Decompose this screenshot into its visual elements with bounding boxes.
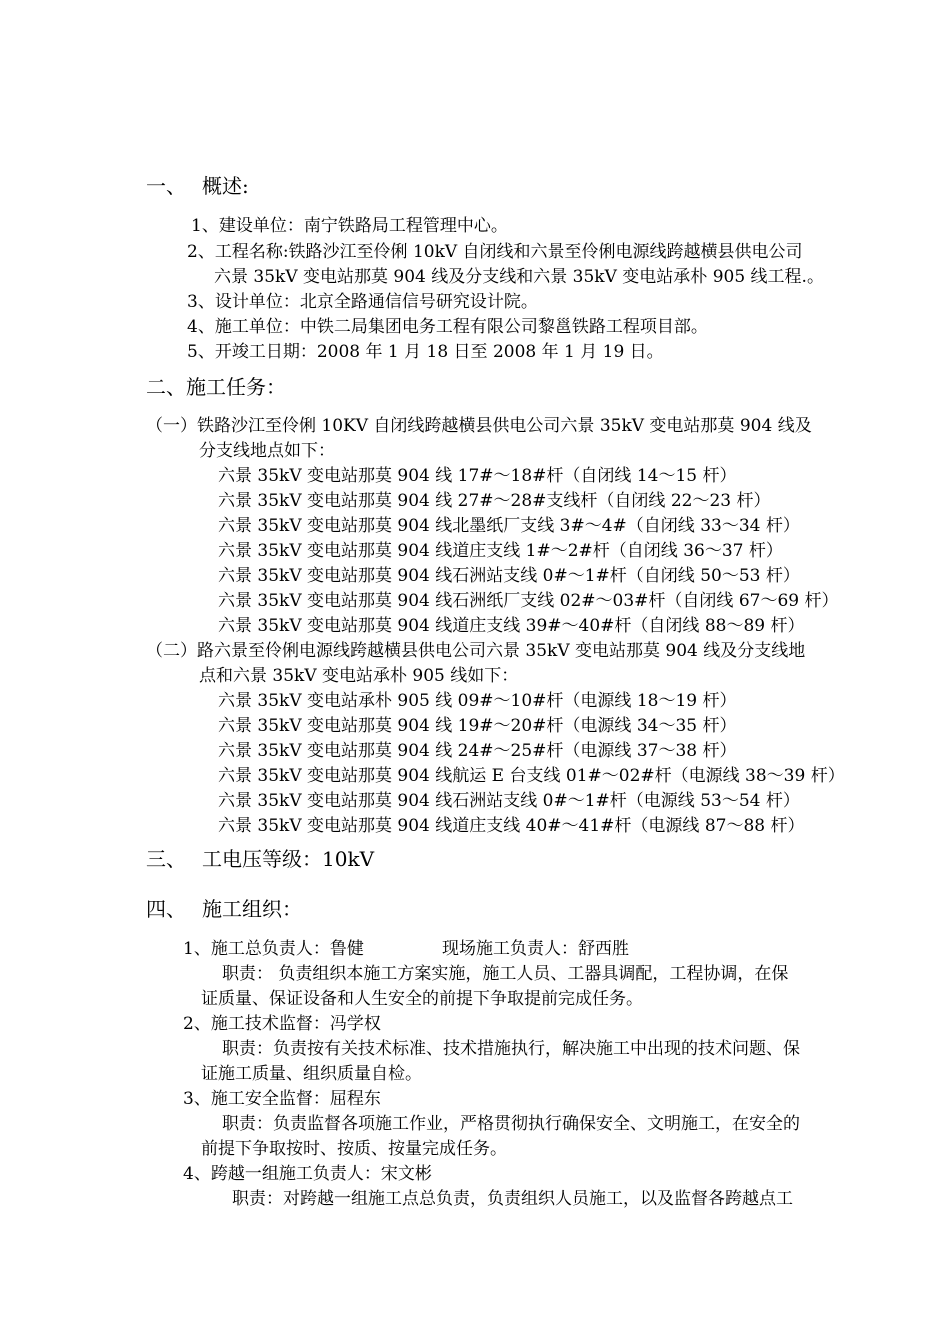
s1-item-1: 1、建设单位：南宁铁路局工程管理中心。 — [191, 216, 508, 236]
s2-g1-item-4: 六景 35kV 变电站那莫 904 线道庄支线 1#～2#杆（自闭线 36～37 杆） — [218, 541, 783, 561]
s1-item-5: 5、开竣工日期：2008 年 1 月 18 日至 2008 年 1 月 19 日。 — [187, 342, 664, 362]
s4-role-2-duty-2: 证施工质量、组织质量自检。 — [201, 1064, 422, 1084]
s2-g1-item-3: 六景 35kV 变电站那莫 904 线北墨纸厂支线 3#～4#（自闭线 33～34 杆） — [218, 516, 800, 536]
s4-role-1-head-a: 1、施工总负责人：鲁健 — [183, 939, 364, 959]
s4-role-2-head: 2、施工技术监督：冯学权 — [183, 1014, 381, 1034]
s2-g2-item-4: 六景 35kV 变电站那莫 904 线航运 E 台支线 01#～02#杆（电源线 38～39 杆） — [218, 766, 845, 786]
s2-g2-item-5: 六景 35kV 变电站那莫 904 线石洲站支线 0#～1#杆（电源线 53～54 杆） — [218, 791, 800, 811]
section-3-title: 工电压等级：10kV — [202, 847, 375, 871]
s1-item-4: 4、施工单位：中铁二局集团电务工程有限公司黎邕铁路工程项目部。 — [187, 317, 708, 337]
s4-role-1-duty-2: 证质量、保证设备和人生安全的前提下争取提前完成任务。 — [201, 989, 643, 1009]
s2-g1-item-2: 六景 35kV 变电站那莫 904 线 27#～28#支线杆（自闭线 22～23 杆） — [218, 491, 771, 511]
s4-role-1-head-b: 现场施工负责人：舒西胜 — [442, 939, 629, 959]
section-1-heading — [146, 172, 249, 200]
section-4-heading — [146, 895, 302, 923]
section-3-number: 三、 — [146, 847, 186, 871]
s4-role-3-head: 3、施工安全监督：屈程东 — [183, 1089, 381, 1109]
section-4-number: 四、 — [146, 897, 186, 921]
s1-item-3: 3、设计单位：北京全路通信信号研究设计院。 — [187, 292, 538, 312]
s4-role-4-duty-1: 职责：对跨越一组施工点总负责，负责组织人员施工，以及监督各跨越点工 — [232, 1189, 793, 1209]
s2-group-1-line-1: （一）铁路沙江至伶俐 10KV 自闭线跨越横县供电公司六景 35kV 变电站那莫 904 线及 — [146, 416, 812, 436]
s2-g2-item-3: 六景 35kV 变电站那莫 904 线 24#～25#杆（电源线 37～38 杆） — [218, 741, 737, 761]
s4-role-1-duty-1: 职责： 负责组织本施工方案实施，施工人员、工器具调配，工程协调，在保 — [222, 964, 789, 984]
s2-group-2-line-1: （二）路六景至伶俐电源线跨越横县供电公司六景 35kV 变电站那莫 904 线及分支线地 — [146, 641, 806, 661]
s4-role-3-duty-1: 职责：负责监督各项施工作业，严格贯彻执行确保安全、文明施工，在安全的 — [222, 1114, 800, 1134]
s4-role-3-duty-2: 前提下争取按时、按质、按量完成任务。 — [201, 1139, 507, 1159]
s2-g1-item-7: 六景 35kV 变电站那莫 904 线道庄支线 39#～40#杆（自闭线 88～89 杆） — [218, 616, 805, 636]
s4-role-2-duty-1: 职责：负责按有关技术标准、技术措施执行，解决施工中出现的技术问题、保 — [222, 1039, 800, 1059]
s2-g2-item-6: 六景 35kV 变电站那莫 904 线道庄支线 40#～41#杆（电源线 87～88 杆） — [218, 816, 805, 836]
s2-g2-item-2: 六景 35kV 变电站那莫 904 线 19#～20#杆（电源线 34～35 杆） — [218, 716, 737, 736]
s2-g2-item-1: 六景 35kV 变电站承朴 905 线 09#～10#杆（电源线 18～19 杆） — [218, 691, 737, 711]
s2-g1-item-6: 六景 35kV 变电站那莫 904 线石洲纸厂支线 02#～03#杆（自闭线 67～69 杆） — [218, 591, 839, 611]
section-2-heading: 二、施工任务： — [146, 375, 286, 399]
s1-item-2-cont: 六景 35kV 变电站那莫 904 线及分支线和六景 35kV 变电站承朴 905 线工程.。 — [214, 267, 824, 287]
section-4-title: 施工组织： — [202, 897, 302, 921]
s1-item-2: 2、工程名称:铁路沙江至伶俐 10kV 自闭线和六景至伶俐电源线跨越横县供电公司 — [187, 242, 803, 262]
s2-g1-item-1: 六景 35kV 变电站那莫 904 线 17#～18#杆（自闭线 14～15 杆） — [218, 466, 737, 486]
section-1-number: 一、 — [146, 174, 186, 198]
s2-g1-item-5: 六景 35kV 变电站那莫 904 线石洲站支线 0#～1#杆（自闭线 50～53 杆） — [218, 566, 800, 586]
section-1-title: 概述: — [202, 174, 249, 198]
section-3-heading — [146, 845, 374, 873]
s2-group-1-line-2: 分支线地点如下： — [199, 441, 335, 461]
s4-role-4-head: 4、跨越一组施工负责人：宋文彬 — [183, 1164, 432, 1184]
s2-group-2-line-2: 点和六景 35kV 变电站承朴 905 线如下： — [199, 666, 519, 686]
